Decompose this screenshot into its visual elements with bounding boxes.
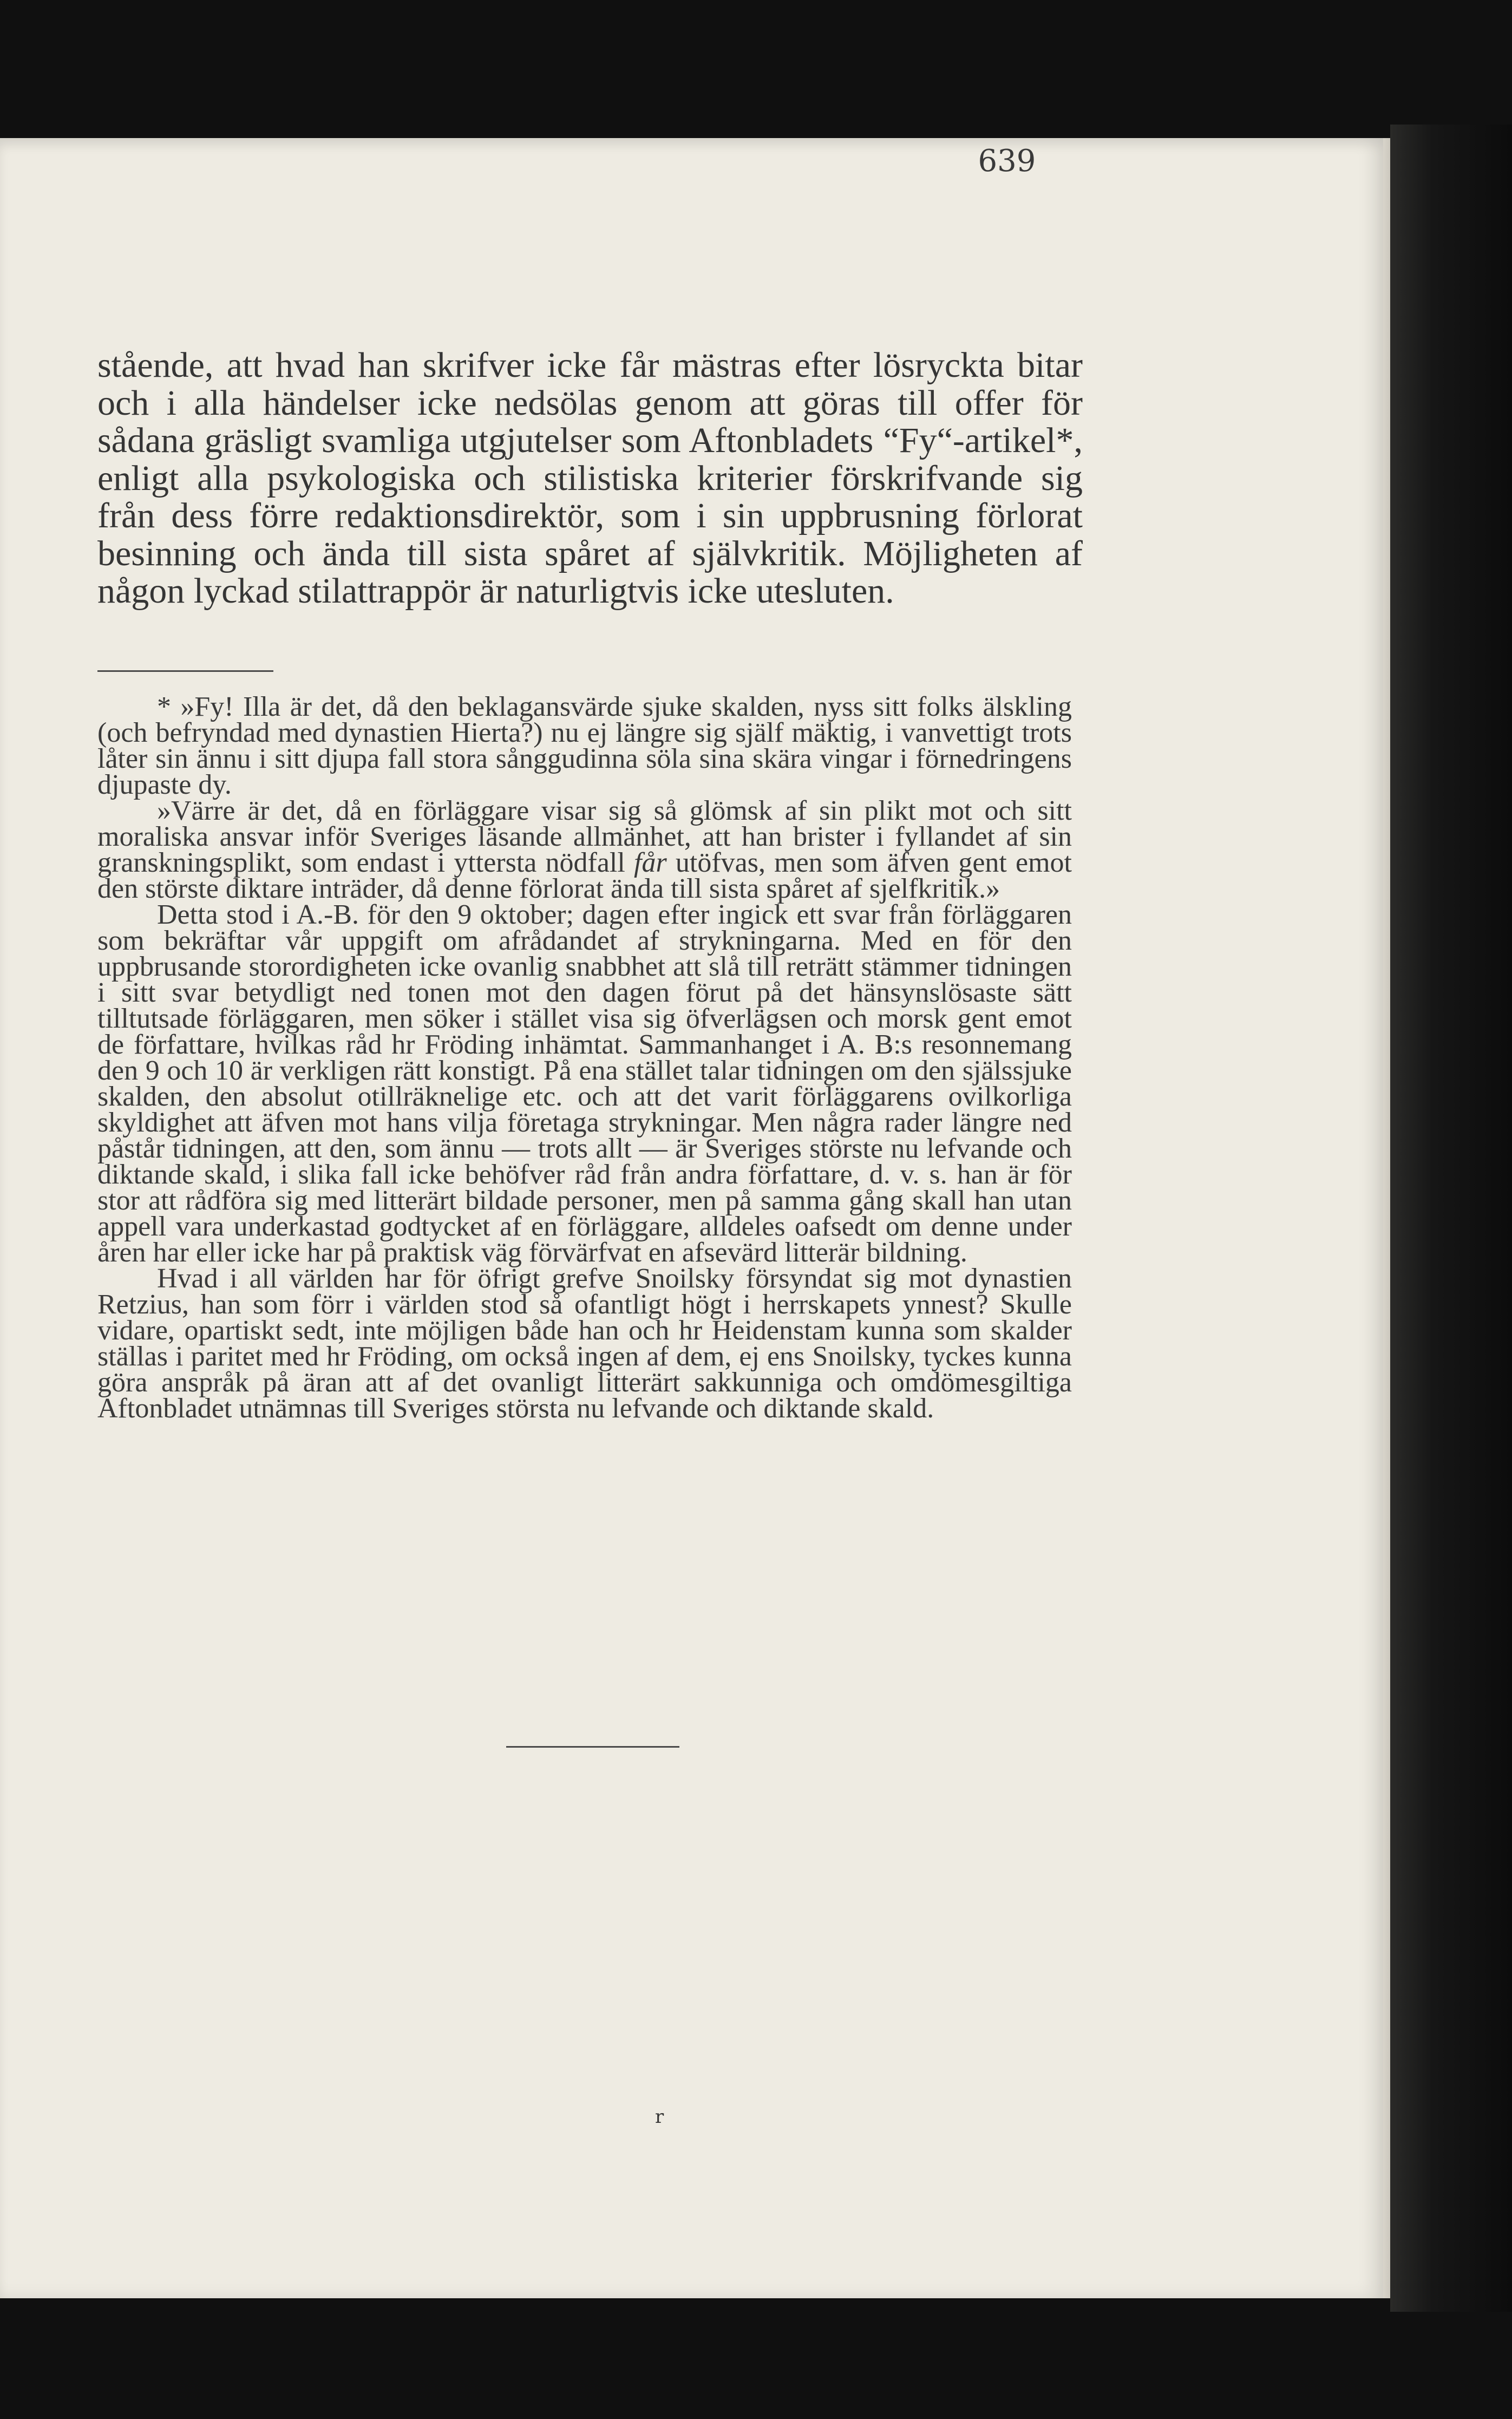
- footnote-2-text-b: utöfvas, men som äfven gent emot den störste diktare inträder, då denne förlorat ända till sista spåret af sjelfkritik.»: [97, 847, 1072, 904]
- footnote-paragraph-3: Detta stod i A.-B. för den 9 oktober; dagen efter ingick ett svar från förläggaren som bekräftar vår uppgift om afrådandet af strykningarna. Med en för den uppbrusande storordigheten icke ovanlig snabbhet att slå till reträtt stämmer tidningen i sitt svar betydligt ned tonen mot den dagen förut på det hänsynslösaste sätt tilltutsade förläggaren, men söker i stället visa sig öfverlägsen och morsk gent emot de författare, hvilkas råd hr Fröding inhämtat. Sammanhanget i A. B:s resonnemang den 9 och 10 är verkligen rätt konstigt. På ena stället talar tidningen om den själssjuke skalden, den absolut otillräknelige etc. och att det varit förläggarens ovilkorliga skyldighet att äfven mot hans vilja företaga strykningar. Men några rader längre ned påstår tidningen, att den, som ännu — trots allt — är Sveriges störste nu lefvande och diktande skald, i slika fall icke behöfver råd från andra författare, d. v. s. han är för stor att rådföra sig med litterärt bildade personer, men på samma gång skall han utan appell vara underkastad godtycket af en förläggare, alldeles oafsedt om denne under åren har eller icke har på praktisk väg förvärfvat en afsevärd litterär bildning.: [97, 899, 1072, 1268]
- end-rule: [506, 1746, 679, 1748]
- body-paragraph: stående, att hvad han skrifver icke får mästras efter lösryckta bitar och i alla händelser icke nedsölas genom att göras till offer för sådana gräsligt svamliga utgjutelser som Aftonbladets “Fy“-artikel*, enligt alla psykologiska och stilistiska kriterier förskrifvande sig från dess förre redaktionsdirektör, som i sin uppbrusning förlorat besinning och ända till sista spåret af självkritik. Möjligheten af någon lyckad stilattrappör är naturligtvis icke utesluten.: [97, 345, 1083, 611]
- footnote-2-emphasis: får: [634, 847, 667, 878]
- main-body-text: [97, 346, 1083, 610]
- footnote-paragraph-1: * »Fy! Illa är det, då den beklagansvärde sjuke skalden, nyss sitt folks älskling (och befryndad med dynastien Hierta?) nu ej längre sig själf mäktig, i vanvettigt trots låter sin ännu i sitt djupa fall stora sånggudinna söla sina skära vingar i förnedringens djupaste dy.: [97, 691, 1072, 800]
- footnote-2-text-a: »Värre är det, då en förläggare visar sig så glömsk af sin plikt mot och sitt moraliska ansvar inför Sveriges läsande allmänhet, att han brister i fyllandet af sin granskningsplikt, som endast i yttersta nödfall: [97, 795, 1072, 878]
- footnote-paragraph-4: Hvad i all världen har för öfrigt grefve Snoilsky försyndat sig mot dynastien Retzius, han som förr i världen stod så ofantligt högt i herrskapets ynnest? Skulle vidare, opartiskt sedt, inte möjligen både han och hr Heidenstam kunna som skalder ställas i paritet med hr Fröding, om också ingen af dem, ej ens Snoilsky, tyckes kunna göra anspråk på äran att af det ovanligt litterärt sakkunniga och omdömesgiltiga Aftonbladet utnämnas till Sveriges största nu lefvande och diktande skald.: [97, 1263, 1072, 1424]
- bottom-mark: r: [655, 2106, 664, 2128]
- footnote-block: [97, 691, 1072, 1424]
- footnote-paragraph-2: [97, 795, 1072, 904]
- book-spine: [1390, 125, 1512, 2312]
- footnote-separator: [97, 670, 273, 672]
- page-number: 639: [978, 143, 1036, 179]
